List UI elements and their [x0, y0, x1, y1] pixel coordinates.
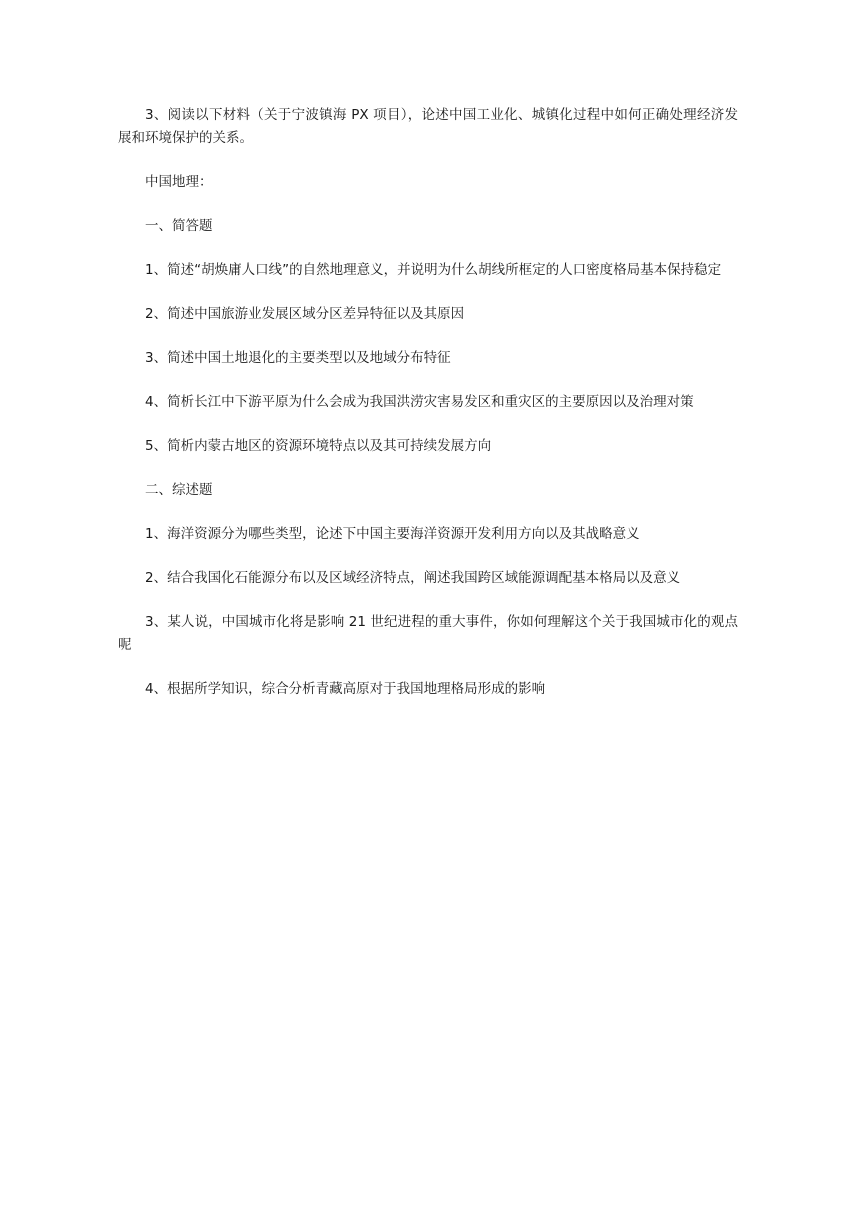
section-heading-short-answer: 一、简答题 [145, 218, 213, 234]
short-answer-question-1: 1、简述“胡焕庸人口线”的自然地理意义，并说明为什么胡线所框定的人口密度格局基本保持稳定 [145, 262, 722, 278]
document-body [118, 104, 738, 722]
essay-question-1: 1、海洋资源分为哪些类型，论述下中国主要海洋资源开发利用方向以及其战略意义 [145, 526, 640, 542]
essay-question-2: 2、结合我国化石能源分布以及区域经济特点，阐述我国跨区域能源调配基本格局以及意义 [145, 570, 681, 586]
essay-question-3: 3、某人说，中国城市化将是影响 21 世纪进程的重大事件，你如何理解这个关于我国城市化的观点呢 [118, 614, 738, 653]
short-answer-question-3: 3、简述中国土地退化的主要类型以及地域分布特征 [145, 350, 451, 366]
short-answer-question-5: 5、简析内蒙古地区的资源环境特点以及其可持续发展方向 [145, 438, 492, 454]
question-material-px: 3、阅读以下材料（关于宁波镇海 PX 项目），论述中国工业化、城镇化过程中如何正确处理经济发展和环境保护的关系。 [118, 107, 738, 146]
short-answer-question-2: 2、简述中国旅游业发展区域分区差异特征以及其原因 [145, 306, 465, 322]
short-answer-question-4: 4、简析长江中下游平原为什么会成为我国洪涝灾害易发区和重灾区的主要原因以及治理对策 [145, 394, 694, 410]
section-heading-essay: 二、综述题 [145, 482, 213, 498]
essay-question-4: 4、根据所学知识，综合分析青藏高原对于我国地理格局形成的影响 [145, 681, 546, 697]
section-heading-china-geography: 中国地理： [145, 174, 213, 190]
